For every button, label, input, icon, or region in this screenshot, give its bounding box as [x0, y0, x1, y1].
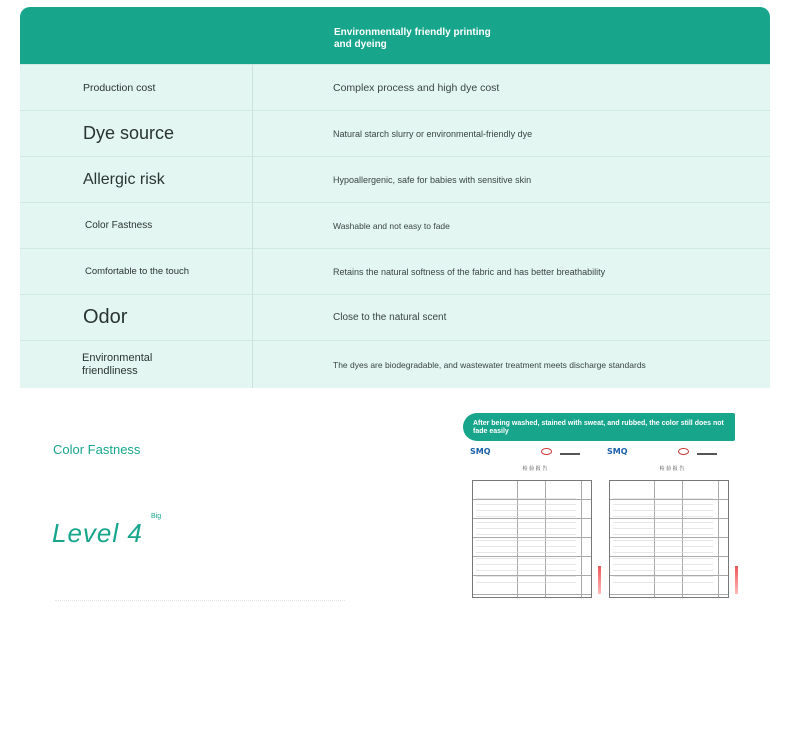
row-value: Complex process and high dye cost — [333, 81, 500, 94]
level-badge: Big — [151, 513, 162, 520]
report-title: 检 验 报 告 — [659, 466, 685, 472]
table-row — [20, 248, 770, 294]
row-value: Natural starch slurry or environmental-friendly dye — [333, 128, 533, 139]
report-text — [476, 493, 576, 583]
seal-icon — [678, 448, 689, 455]
table-row — [20, 340, 770, 388]
test-report-2 — [607, 443, 737, 601]
brand-logo: SMQ — [470, 446, 491, 456]
level-rating: Level 4 — [52, 518, 143, 548]
row-value: Washable and not easy to fade — [333, 220, 450, 231]
row-label: Odor — [20, 295, 253, 340]
row-label: Dye source — [20, 111, 253, 156]
row-label: Comfortable to the touch — [20, 249, 253, 294]
table-header — [20, 7, 770, 64]
row-value: Hypoallergenic, safe for babies with sensitive skin — [333, 174, 532, 185]
table-row — [20, 110, 770, 156]
header-title: Environmentally friendly printing and dyeing — [334, 27, 491, 50]
divider — [55, 600, 345, 604]
cert-mark-icon — [697, 448, 717, 455]
row-value: Close to the natural scent — [333, 312, 447, 323]
report-title: 检 验 报 告 — [522, 466, 548, 472]
brand-logo: SMQ — [607, 446, 628, 456]
row-value: Retains the natural softness of the fabric and has better breathability — [333, 266, 606, 277]
color-fastness-title: Color Fastness — [53, 442, 141, 457]
test-report-1 — [470, 443, 600, 601]
row-value: The dyes are biodegradable, and wastewater treatment meets discharge standards — [333, 359, 646, 370]
report-text — [613, 493, 713, 583]
row-label-text: Environmental friendliness — [82, 351, 153, 377]
seal-icon — [541, 448, 552, 455]
table-row — [20, 202, 770, 248]
table-row — [20, 156, 770, 202]
stamp-icon — [598, 566, 601, 594]
fastness-banner: After being washed, stained with sweat, and rubbed, the color still does not fade easily — [463, 413, 735, 441]
row-label: Color Fastness — [20, 203, 253, 248]
table-row — [20, 294, 770, 340]
row-label: Production cost — [20, 65, 253, 110]
row-label: Allergic risk — [20, 157, 253, 202]
table-row — [20, 64, 770, 110]
cert-mark-icon — [560, 448, 580, 455]
stamp-icon — [735, 566, 738, 594]
comparison-table — [20, 7, 770, 388]
row-label — [20, 341, 253, 388]
